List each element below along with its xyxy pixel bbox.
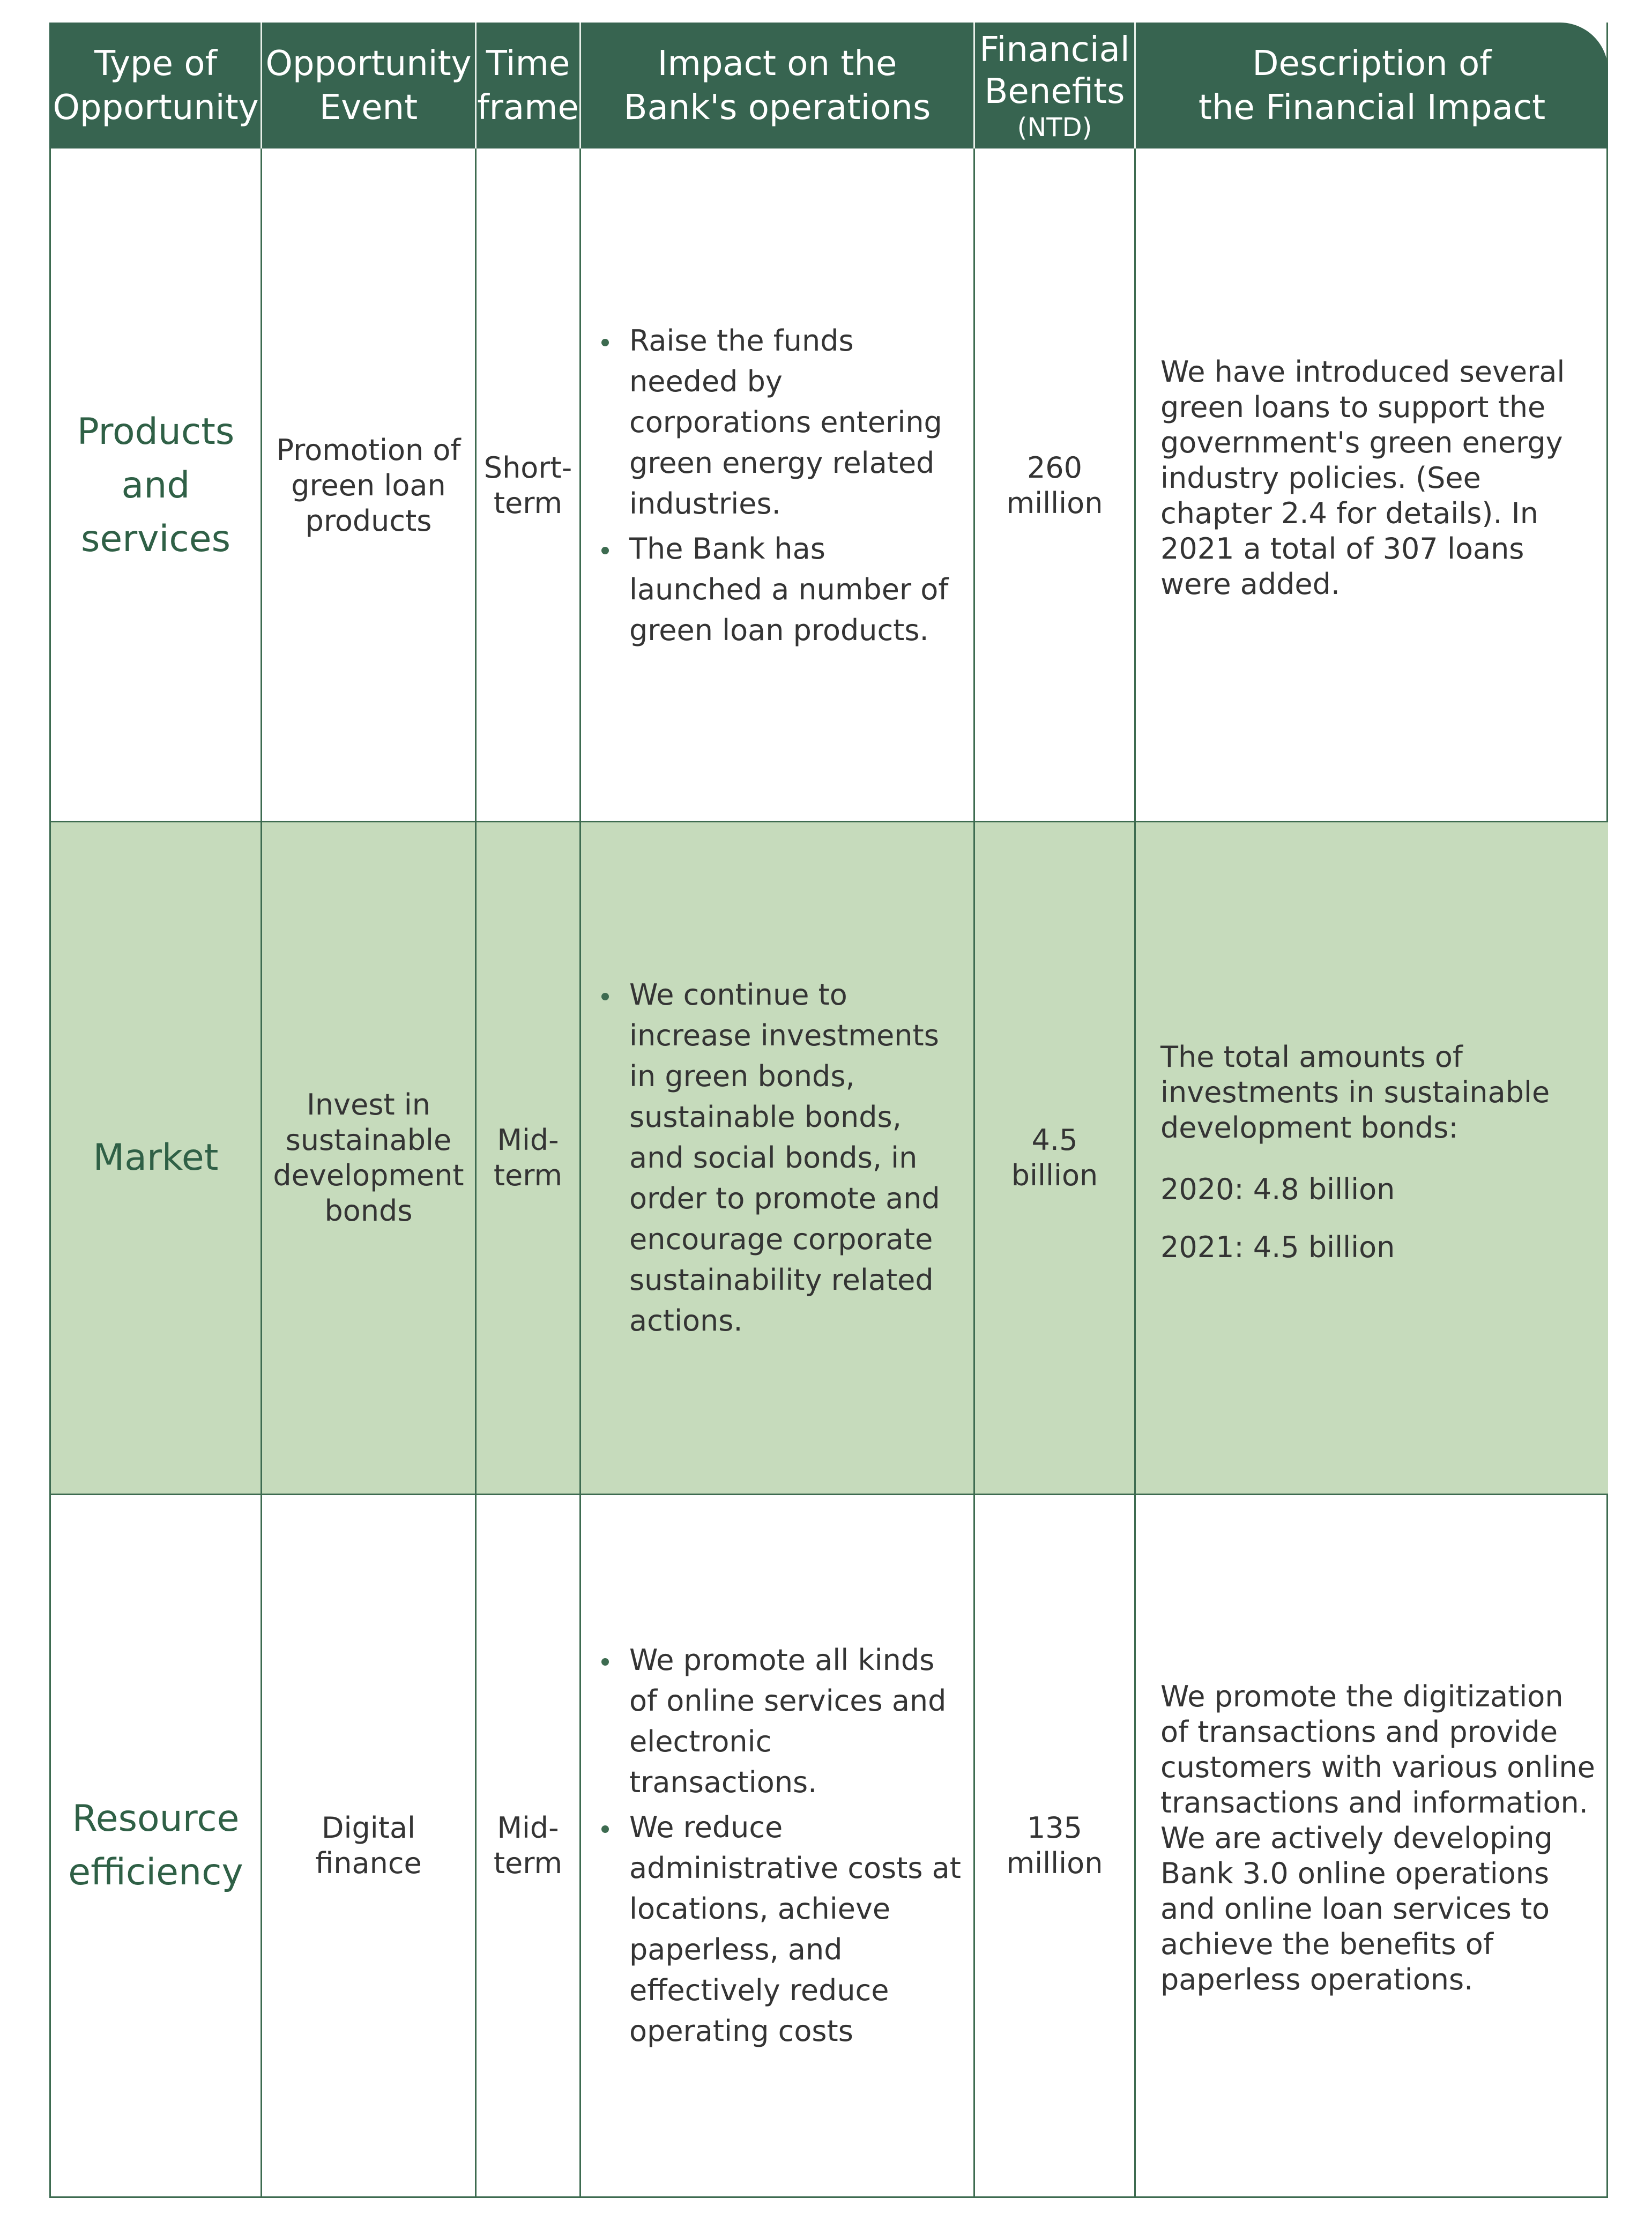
- row2-time: Mid- term: [493, 1123, 563, 1192]
- row1-benefit: 260 million: [1006, 450, 1103, 520]
- list-item: We reduce administrative costs at locations, achieve paperless, and effectively reduce operating costs: [592, 1807, 963, 2052]
- row1-description: We have introduced several green loans to support the government's green energy industry policies. (See chapter 2.4 for details). In 2021 a total of 307 loans were added.: [1160, 354, 1565, 601]
- header-description: Description of the Financial Impact: [1198, 43, 1546, 128]
- row2-description: The total amounts of investments in sustainable development bonds: 2020: 4.8 billion 2021: 4.5 billion: [1160, 1040, 1550, 1264]
- row3-type: Resource efficiency: [68, 1798, 243, 1893]
- list-item: The Bank has launched a number of green loan products.: [592, 529, 963, 651]
- list-item: We continue to increase investments in green bonds, sustainable bonds, and social bonds, in order to promote and encourage corporate sustainability related actions.: [592, 975, 952, 1341]
- row2-benefit: 4.5 billion: [1011, 1123, 1098, 1192]
- row1-time: Short- term: [483, 450, 572, 520]
- row2-type: Market: [93, 1137, 219, 1179]
- header-type-of-opportunity: Type of Opportunity: [53, 43, 259, 128]
- row3-description: We promote the digitization of transactions and provide customers with various online transactions and information. We are actively developing Bank 3.0 online operations and online loan services to achieve the benefits of paperless operations.: [1160, 1680, 1595, 1996]
- row3-event: Digital finance: [315, 1811, 422, 1880]
- header-opportunity-event: Opportunity Event: [265, 43, 472, 128]
- list-item: Raise the funds needed by corporations entering green energy related industries.: [592, 321, 963, 524]
- row1-impact: [581, 150, 973, 821]
- opportunity-table: [49, 23, 1608, 2198]
- row1-event: Promotion of green loan products: [276, 433, 461, 538]
- row3-time: Mid- term: [493, 1811, 563, 1880]
- header-time-frame: Time frame: [477, 43, 579, 128]
- row3-benefit: 135 million: [1006, 1811, 1103, 1880]
- header-financial-benefits: Financial Benefits (NTD): [979, 29, 1130, 143]
- row2-impact: [581, 822, 973, 1494]
- header-impact: Impact on the Bank's operations: [623, 43, 931, 128]
- row1-type: Products and services: [77, 410, 235, 560]
- row3-impact: [581, 1495, 973, 2196]
- row2-event: Invest in sustainable development bonds: [273, 1088, 464, 1228]
- list-item: We promote all kinds of online services and electronic transactions.: [592, 1640, 963, 1803]
